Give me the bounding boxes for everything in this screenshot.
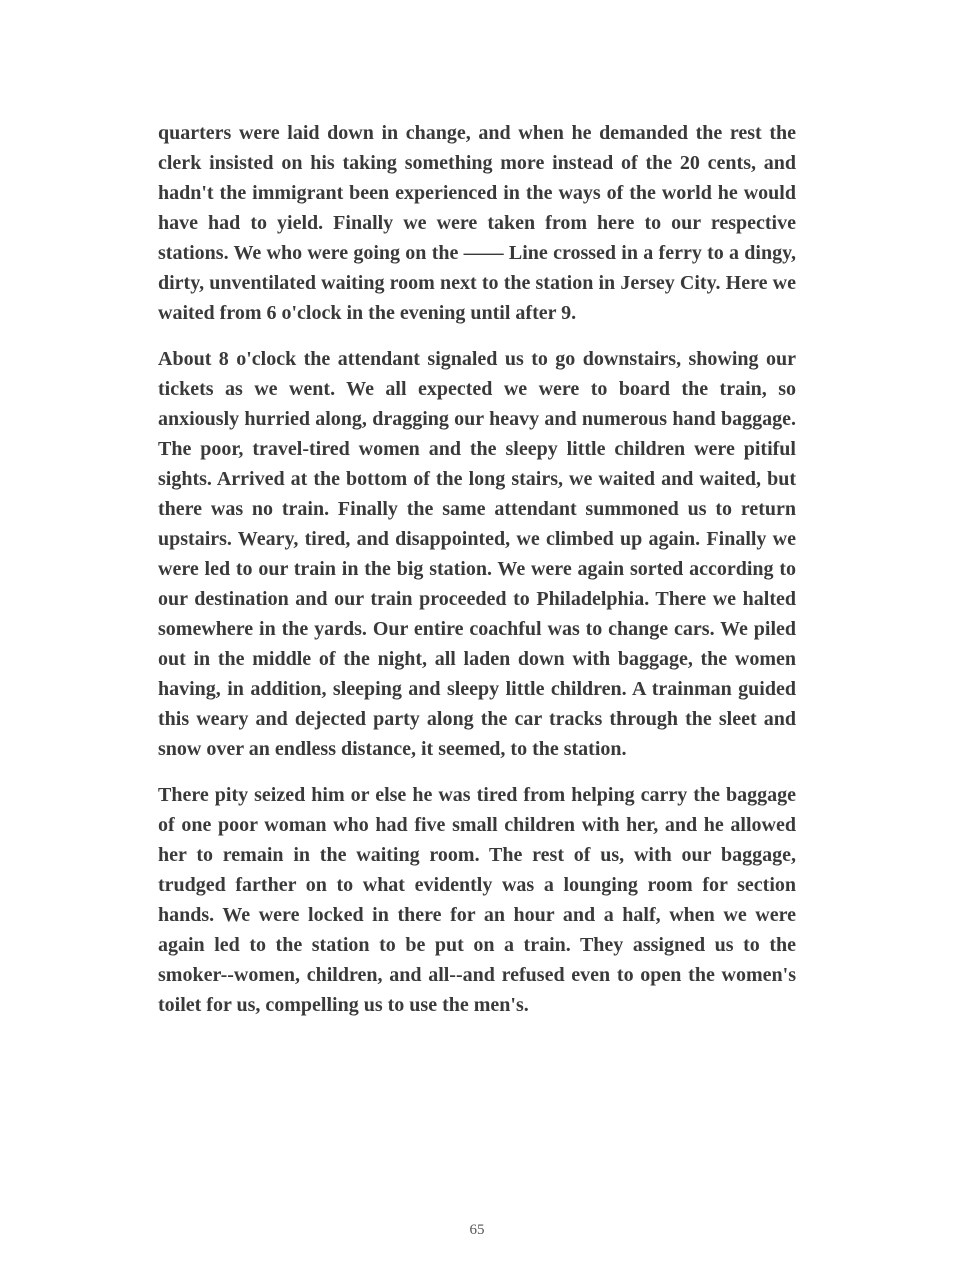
paragraph-2: About 8 o'clock the attendant signaled us to go downstairs, showing our tickets as we went. We all expected we were to board the train, so anxiously hurried along, dragging our heavy and numerous hand baggage. The poor, travel-tired women and the sleepy little children were pitiful sights. Arrived at the bottom of the long stairs, we waited and waited, but there was no train. Finally the same attendant summoned us to return upstairs. Weary, tired, and disappointed, we climbed up again. Finally we were led to our train in the big station. We were again sorted according to our destination and our train proceeded to Philadelphia. There we halted somewhere in the yards. Our entire coachful was to change cars. We piled out in the middle of the night, all laden down with baggage, the women having, in addition, sleeping and sleepy little children. A trainman guided this weary and dejected party along the car tracks through the sleet and snow over an endless distance, it seemed, to the station. — [158, 348, 796, 760]
paragraph-1: quarters were laid down in change, and when he demanded the rest the clerk insisted on his taking something more instead of the 20 cents, and hadn't the immigrant been experienced in the ways of the world he would have had to yield. Finally we were taken from here to our respective stations. We who were going on the –––– Line crossed in a ferry to a dingy, dirty, unventilated waiting room next to the station in Jersey City. Here we waited from 6 o'clock in the evening until after 9. — [158, 122, 796, 324]
page-number: 65 — [469, 1222, 485, 1238]
paragraph-3: There pity seized him or else he was tired from helping carry the baggage of one poor woman who had five small children with her, and he allowed her to remain in the waiting room. The rest of us, with our baggage, trudged farther on to what evidently was a lounging room for section hands. We were locked in there for an hour and a half, when we were again led to the station to be put on a train. They assigned us to the smoker--women, children, and all--and refused even to open the women's toilet for us, compelling us to use the men's. — [158, 784, 796, 1016]
body-text — [158, 118, 796, 1036]
